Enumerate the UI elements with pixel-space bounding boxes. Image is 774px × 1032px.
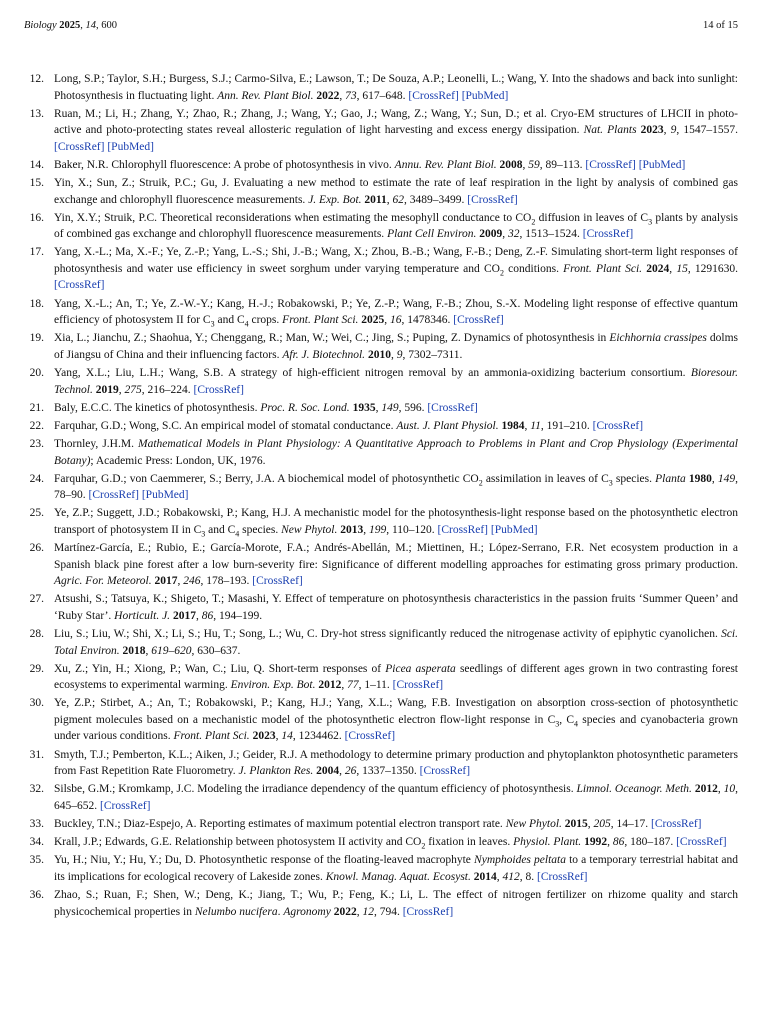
running-header — [24, 20, 738, 31]
year-text: 2014 — [473, 870, 497, 883]
reference-item — [24, 436, 738, 469]
reference-item — [24, 540, 738, 590]
text-segment: , 1478346. — [401, 314, 454, 327]
year-text: 2025 — [361, 314, 385, 327]
italic-text: 62 — [392, 193, 405, 206]
year-text: 2018 — [122, 644, 146, 657]
text-segment: Baly, E.C.C. The kinetics of photosynthesis. — [54, 401, 261, 414]
italic-text: 149 — [381, 401, 399, 414]
year-text: 2024 — [646, 262, 670, 275]
text-segment: , — [363, 523, 369, 536]
reference-number: 28. — [29, 628, 44, 640]
crossref-link[interactable]: [CrossRef] — [467, 193, 518, 206]
italic-text: 275 — [124, 383, 142, 396]
reference-item — [24, 695, 738, 745]
reference-text — [54, 418, 738, 435]
italic-text: Planta — [655, 472, 686, 485]
reference-number: 27. — [29, 593, 44, 606]
year-text: 2023 — [640, 124, 664, 137]
reference-text — [54, 330, 738, 363]
italic-text: 10 — [723, 783, 736, 796]
crossref-link[interactable]: [CrossRef] — [88, 489, 139, 502]
text-segment: , 1513–1524. — [519, 228, 583, 241]
reference-text — [54, 71, 738, 104]
year-text: 2013 — [340, 523, 364, 536]
crossref-link[interactable]: [CrossRef] — [408, 89, 459, 102]
reference-number: 14. — [29, 158, 44, 171]
italic-text: 26 — [344, 765, 357, 778]
text-segment: , — [195, 609, 202, 622]
crossref-link[interactable]: [CrossRef] — [54, 140, 105, 153]
text-segment: , — [390, 348, 397, 361]
reference-item — [24, 175, 738, 208]
reference-item — [24, 400, 738, 417]
text-segment: species. — [612, 472, 656, 485]
text-segment: , 7302–7311. — [402, 348, 463, 361]
italic-text: Bioresour. Technol. — [54, 367, 738, 396]
text-segment: , 1–11. — [358, 679, 393, 692]
text-segment: , — [384, 314, 391, 327]
crossref-link[interactable]: [CrossRef] — [651, 817, 702, 830]
text-segment: Yin, X.Y.; Struik, P.C. Theoretical reconsiderations when estimating the mesophyll conductance to CO — [54, 211, 532, 224]
pubmed-link[interactable]: [PubMed] — [107, 140, 154, 153]
text-segment: , 180–187. — [624, 836, 677, 849]
reference-number: 30. — [29, 697, 44, 710]
reference-text — [54, 852, 738, 885]
reference-number: 29. — [29, 662, 44, 675]
text-segment: species. — [239, 523, 282, 536]
text-segment: Long, S.P.; Taylor, S.H.; Burgess, S.J.; Carmo-Silva, E.; Lawson, T.; De Souza, A.P.; Leonelli, L.; Wang, Y. Into the shadows and back into sunlight: Photosynthesis in fluctuating light. — [54, 73, 738, 102]
reference-item — [24, 106, 738, 156]
text-segment: Farquhar, G.D.; Wong, S.C. An empirical model of stomatal conductance. — [54, 419, 397, 432]
italic-text: 86 — [612, 836, 625, 849]
text-segment: Yin, X.; Sun, Z.; Struik, P.C.; Gu, J. Evaluating a new method to estimate the rate of leaf respiration in the light by analysis of combined gas exchange and chlorophyll fluorescence measurements. — [54, 177, 738, 206]
text-segment: plants by analysis of combined gas exchange and chlorophyll fluorescence measurements. — [54, 211, 738, 241]
text-segment: , 1547–1557. — [676, 124, 739, 137]
text-segment: Krall, J.P.; Edwards, G.E. Relationship between photosystem II activity and CO — [54, 836, 422, 849]
reference-text — [54, 505, 738, 538]
italic-text: 199 — [368, 523, 387, 536]
year-text: 2019 — [95, 383, 119, 396]
text-segment: , 78–90. — [54, 472, 739, 502]
pubmed-link[interactable]: [PubMed] — [490, 523, 538, 536]
italic-text: 11 — [530, 419, 541, 432]
text-segment: fixation in leaves. — [425, 836, 514, 849]
italic-text: Knowl. Manag. Aquat. Ecosyst. — [325, 870, 471, 883]
reference-number: 21. — [29, 401, 44, 414]
year-text: 2011 — [364, 193, 387, 206]
subscript: 3 — [201, 529, 206, 539]
italic-text: 86 — [201, 609, 214, 622]
italic-text: Picea asperata — [385, 662, 456, 675]
text-segment: , — [375, 401, 382, 414]
reference-item — [24, 887, 738, 920]
italic-text: Aust. J. Plant Physiol. — [396, 419, 499, 432]
year-text: 2004 — [316, 765, 340, 778]
italic-text: New Phytol. — [281, 523, 338, 536]
italic-text: 14 — [281, 730, 293, 743]
crossref-link[interactable]: [CrossRef] — [100, 799, 151, 812]
italic-text: Front. Plant Sci. — [173, 730, 250, 743]
reference-item — [24, 157, 738, 174]
subscript: 3 — [210, 319, 215, 329]
reference-text — [54, 540, 738, 590]
italic-text: 412 — [502, 870, 520, 883]
text-segment: , 1337–1350. — [356, 765, 420, 778]
text-segment: Ye, Z.P.; Suggett, J.D.; Robakowski, P.; Kang, H.J. A mechanistic model for the photosynthesis-light response based on the photosynthetic electron transport of photosystem II in C — [54, 507, 738, 536]
year-text: 1984 — [501, 419, 525, 432]
italic-text: 9 — [396, 348, 403, 361]
italic-text: 16 — [390, 314, 402, 327]
italic-text: Horticult. J. — [114, 609, 171, 622]
subscript: 2 — [478, 478, 483, 488]
text-segment: Buckley, T.N.; Diaz-Espejo, A. Reporting estimates of maximum potential electron transport rate. — [54, 817, 506, 830]
italic-text: 149 — [717, 472, 736, 485]
text-segment: , 794. — [373, 905, 403, 918]
journal-citation: Biology 2025, 14, 600 — [24, 20, 118, 31]
italic-text: 59 — [528, 158, 540, 171]
subscript: 2 — [531, 217, 536, 227]
subscript: 3 — [608, 478, 613, 488]
year-text: 1992 — [584, 836, 608, 849]
text-segment: Silsbe, G.M.; Kromkamp, J.C. Modeling the irradiance dependency of the quantum efficiency of photosynthesis. — [54, 783, 577, 796]
reference-number: 19. — [29, 332, 44, 345]
text-segment: species and cyanobacteria grown under various conditions. — [54, 713, 739, 743]
text-segment: assimilation in leaves of C — [482, 472, 609, 485]
text-segment: and C — [214, 314, 245, 327]
text-segment: , — [496, 870, 503, 883]
reference-item — [24, 747, 738, 780]
text-segment: , 1234462. — [292, 730, 345, 743]
text-segment: Smyth, T.J.; Pemberton, K.L.; Aiken, J.; Geider, R.J. A methodology to determine primary production and phytoplankton photosynthetic parameters from Fast Repetition Rate Fluorometry. — [54, 748, 738, 778]
reference-number: 34. — [29, 836, 44, 849]
pubmed-link[interactable]: [PubMed] — [461, 89, 509, 102]
italic-text: 12 — [362, 905, 374, 918]
text-segment: , 178–193. — [200, 575, 253, 588]
text-segment: Martínez-García, E.; Rubio, E.; García-Morote, F.A.; Andrés-Abellán, M.; Miettinen, H.; López-Serrano, F.R. Net ecosystem production in a Spanish black pine forest after a low burn-severity fire: Significance of different modelling approaches for estimating gross primary production. — [54, 542, 738, 571]
reference-item — [24, 296, 738, 329]
journal-volume: 14 — [85, 20, 97, 31]
reference-number: 33. — [29, 817, 44, 830]
text-segment: , — [669, 262, 677, 275]
text-segment: , — [386, 193, 393, 206]
italic-text: Afr. J. Biotechnol. — [282, 348, 366, 361]
italic-text: 73 — [345, 89, 357, 102]
reference-item — [24, 781, 738, 814]
reference-item — [24, 591, 738, 624]
reference-text — [54, 591, 738, 624]
reference-number: 31. — [29, 748, 44, 761]
text-segment: Xia, L.; Jianchu, Z.; Shaohua, Y.; Chenggang, R.; Man, W.; Wei, C.; Jing, S.; Puping, Z. Dynamics of photosynthesis in — [54, 332, 610, 345]
reference-number: 35. — [29, 854, 44, 867]
pubmed-link[interactable]: [PubMed] — [141, 489, 189, 502]
reference-item — [24, 418, 738, 435]
crossref-link[interactable]: [CrossRef] — [585, 158, 636, 171]
text-segment: , — [607, 836, 613, 849]
text-segment: , — [145, 644, 152, 657]
italic-text: Nat. Plants — [583, 124, 637, 137]
text-segment: , 1291630. — [687, 262, 739, 275]
italic-text: J. Exp. Bot. — [308, 193, 362, 206]
text-segment: conditions. — [503, 262, 564, 275]
text-segment: ; Academic Press: London, UK, 1976. — [90, 454, 266, 467]
year-text: 1980 — [688, 472, 712, 485]
italic-text: Proc. R. Soc. Lond. — [260, 401, 350, 414]
text-segment: , — [717, 783, 724, 796]
text-segment: , — [356, 905, 363, 918]
text-segment: seedlings of different ages grown in two contrasting forest ecosystems to experimental warming. — [54, 662, 738, 692]
reference-number: 25. — [29, 507, 44, 520]
crossref-link[interactable]: [CrossRef] — [392, 679, 444, 692]
italic-text: Nymphoides peltata — [474, 854, 566, 867]
italic-text: Sci. Total Environ. — [54, 628, 738, 657]
year-text: 2009 — [479, 228, 503, 241]
crossref-link[interactable]: [CrossRef] — [437, 523, 489, 536]
crossref-link[interactable]: [CrossRef] — [592, 419, 644, 432]
subscript: 4 — [244, 319, 249, 329]
text-segment: , 110–120. — [386, 523, 438, 536]
reference-text — [54, 834, 738, 851]
subscript: 2 — [421, 841, 426, 851]
reference-text — [54, 175, 738, 208]
reference-number: 22. — [29, 419, 44, 432]
reference-number: 17. — [29, 246, 44, 259]
year-text: 2015 — [564, 817, 588, 830]
italic-text: Mathematical Models in Plant Physiology: A Quantitative Approach to Problems in Plant and Crop Physiology (Experimental Botany) — [54, 438, 738, 467]
italic-text: Eichhornia crassipes — [609, 332, 707, 345]
reference-item — [24, 852, 738, 885]
italic-text: New Phytol. — [505, 817, 562, 830]
text-segment: , — [118, 383, 125, 396]
reference-number: 16. — [29, 211, 44, 224]
reference-item — [24, 471, 738, 504]
text-segment: diffusion in leaves of C — [535, 211, 649, 224]
text-segment: , 194–199. — [213, 609, 263, 622]
text-segment: , — [341, 679, 348, 692]
reference-item — [24, 626, 738, 659]
year-text: 2008 — [499, 158, 523, 171]
crossref-link[interactable]: [CrossRef] — [419, 765, 471, 778]
reference-number: 13. — [29, 107, 44, 120]
reference-text — [54, 661, 738, 694]
text-segment: , — [177, 575, 184, 588]
text-segment: crops. — [248, 314, 283, 327]
text-segment: , — [339, 765, 345, 778]
text-segment: Baker, N.R. Chlorophyll fluorescence: A probe of photosynthesis in vivo. — [54, 158, 395, 171]
year-text: 2022 — [333, 905, 357, 918]
reference-text — [54, 747, 738, 780]
italic-text: 619–620 — [151, 644, 192, 657]
year-text: 2012 — [694, 783, 718, 796]
text-segment: Yang, X.L.; Liu, L.H.; Wang, S.B. A strategy of high-efficient nitrogen removal by an ammonia-oxidizing bacterium consortium. — [54, 367, 691, 379]
text-segment: to a temporary terrestrial habitat and its implications for ecological recovery of Lakeside zones. — [54, 854, 738, 883]
reference-item — [24, 661, 738, 694]
reference-text — [54, 816, 738, 833]
reference-text — [54, 400, 738, 417]
text-segment: . — [277, 905, 284, 918]
text-segment: , 3489–3499. — [404, 193, 468, 206]
reference-item — [24, 816, 738, 833]
year-text: 1935 — [352, 401, 376, 414]
subscript: 2 — [499, 268, 504, 278]
reference-item — [24, 330, 738, 363]
text-segment: , — [339, 89, 346, 102]
italic-text: 15 — [676, 262, 688, 275]
text-segment: Ye, Z.P.; Stirbet, A.; An, T.; Robakowski, P.; Kang, H.J.; Yang, X.L.; Wang, F.B. Investigation on absorption cross-section of photosynthetic pigment molecules based on a mechanistic model of the photosynthetic electron flow-light response in C — [54, 697, 738, 726]
reference-text — [54, 106, 738, 156]
italic-text: 9 — [670, 124, 677, 137]
text-segment: , — [711, 472, 718, 485]
text-segment: and C — [205, 523, 236, 536]
crossref-link[interactable]: [CrossRef] — [193, 383, 244, 396]
text-segment: Farquhar, G.D.; von Caemmerer, S.; Berry, J.A. A biochemical model of photosynthetic CO — [54, 472, 479, 485]
crossref-link[interactable]: [CrossRef] — [344, 730, 396, 743]
journal-name: Biology — [24, 20, 57, 31]
reference-text — [54, 781, 738, 814]
year-text: 2017 — [172, 609, 196, 622]
year-text: 2012 — [318, 679, 342, 692]
text-segment: , 14–17. — [610, 817, 652, 830]
reference-text — [54, 695, 738, 745]
subscript: 4 — [574, 719, 579, 729]
text-segment: , 89–113. — [539, 158, 586, 171]
text-segment: , — [587, 817, 594, 830]
reference-item — [24, 834, 738, 851]
journal-year: 2025 — [59, 20, 81, 31]
reference-number: 24. — [29, 472, 44, 485]
italic-text: 32 — [508, 228, 520, 241]
reference-text — [54, 157, 738, 174]
italic-text: Annu. Rev. Plant Biol. — [394, 158, 497, 171]
reference-number: 36. — [29, 889, 44, 901]
reference-text — [54, 210, 738, 243]
reference-item — [24, 71, 738, 104]
text-segment: , 617–648. — [356, 89, 409, 102]
text-segment: dolms of Jiangsu of China and their influencing factors. — [54, 332, 738, 361]
reference-list — [24, 71, 738, 922]
italic-text: Agronomy — [283, 905, 331, 918]
reference-number: 20. — [29, 367, 44, 379]
reference-number: 15. — [29, 177, 44, 190]
italic-text: Front. Plant Sci. — [282, 314, 359, 327]
reference-text — [54, 365, 738, 398]
italic-text: Front. Plant Sci. — [563, 262, 643, 275]
text-segment: Yang, X.-L.; Ma, X.-F.; Ye, Z.-P.; Yang, L.-S.; Shi, J.-B.; Wang, X.; Zhou, B.-B.; Wang, F.-B.; Deng, Z.-F. Simulating short-term light responses of photosynthesis and water use efficiency in sweet sorghum under varying temperature and CO — [54, 246, 738, 275]
reference-text — [54, 296, 738, 329]
crossref-link[interactable]: [CrossRef] — [582, 228, 634, 241]
text-segment: , 645–652. — [54, 783, 739, 812]
text-segment: , 8. — [519, 870, 538, 883]
text-segment: , C — [559, 713, 575, 726]
year-text: 2010 — [367, 348, 391, 361]
italic-text: Environ. Exp. Bot. — [230, 679, 316, 692]
italic-text: Ann. Rev. Plant Biol. — [217, 89, 314, 102]
year-text: 2022 — [316, 89, 340, 102]
text-segment: Yu, H.; Niu, Y.; Hu, Y.; Du, D. Photosynthetic response of the floating-leaved macrophyte — [54, 854, 475, 867]
reference-item — [24, 244, 738, 294]
reference-item — [24, 210, 738, 243]
text-segment: Zhao, S.; Ruan, F.; Shen, W.; Deng, K.; Jiang, T.; Wu, P.; Feng, K.; Li, L. The effect of nitrogen fertilizer on rhizome quality and starch physicochemical properties in — [54, 889, 738, 918]
reference-number: 26. — [29, 542, 44, 555]
text-segment: , 630–637. — [191, 644, 241, 657]
crossref-link[interactable]: [CrossRef] — [252, 575, 303, 588]
italic-text: 246 — [183, 575, 201, 588]
reference-text — [54, 244, 738, 294]
page-number: 14 of 15 — [703, 20, 738, 31]
text-segment: , 596. — [398, 401, 428, 414]
text-segment: Ruan, M.; Li, H.; Zhang, Y.; Zhao, R.; Zhang, J.; Wang, Y.; Gao, J.; Wang, Z.; Wang, Y.; Sun, D.; et al. Cryo-EM structures of LHCII in photo-active and photo-protecting states reveal allosteric regulation of light harvesting and excess energy dissipation. — [54, 107, 738, 137]
reference-number: 18. — [29, 297, 44, 310]
italic-text: Physiol. Plant. — [513, 836, 582, 849]
text-segment: Thornley, J.H.M. — [54, 438, 139, 451]
italic-text: Nelumbo nucifera — [194, 905, 278, 918]
reference-number: 12. — [29, 73, 44, 85]
crossref-link[interactable]: [CrossRef] — [54, 279, 105, 292]
reference-text — [54, 887, 738, 920]
italic-text: Plant Cell Environ. — [387, 228, 477, 241]
reference-number: 32. — [29, 783, 44, 796]
text-segment: , — [502, 228, 509, 241]
italic-text: 205 — [593, 817, 611, 830]
italic-text: J. Plankton Res. — [238, 765, 314, 778]
article-number: 600 — [101, 20, 118, 31]
reference-item — [24, 365, 738, 398]
text-segment: Xu, Z.; Yin, H.; Xiong, P.; Wan, C.; Liu, Q. Short-term responses of — [54, 662, 386, 675]
crossref-link[interactable]: [CrossRef] — [537, 870, 588, 883]
text-segment: , — [524, 419, 531, 432]
subscript: 4 — [235, 529, 240, 539]
reference-text — [54, 626, 738, 659]
text-segment: , 216–224. — [141, 383, 194, 396]
italic-text: 77 — [347, 679, 359, 692]
reference-text — [54, 436, 738, 469]
text-segment: , — [522, 158, 529, 171]
crossref-link[interactable]: [CrossRef] — [402, 905, 454, 918]
subscript: 3 — [648, 217, 653, 227]
italic-text: Limnol. Oceanogr. Meth. — [576, 783, 692, 796]
italic-text: Agric. For. Meteorol. — [54, 575, 152, 588]
reference-item — [24, 505, 738, 538]
text-segment: Atsushi, S.; Tatsuya, K.; Shigeto, T.; Masashi, Y. Effect of temperature on photosynthesis characteristics in the passion fruits ‘Summer Queen’ and ‘Ruby Star’. — [54, 593, 738, 622]
crossref-link[interactable]: [CrossRef] — [427, 401, 478, 414]
text-segment: , — [275, 730, 282, 743]
subscript: 3 — [555, 719, 560, 729]
text-segment: , — [663, 124, 671, 137]
reference-text — [54, 471, 738, 504]
text-segment: Yang, X.-L.; An, T.; Ye, Z.-W.-Y.; Kang, H.-J.; Robakowski, P.; Ye, Z.-P.; Wang, F.-B.; Zhou, S.-X. Modeling light response of effective quantum efficiency of photosystem II for C — [54, 297, 738, 327]
year-text: 2023 — [252, 730, 276, 743]
crossref-link[interactable]: [CrossRef] — [453, 314, 504, 327]
year-text: 2017 — [154, 575, 178, 588]
text-segment: Liu, S.; Liu, W.; Shi, X.; Li, S.; Hu, T.; Song, L.; Wu, C. Dry-hot stress significantly reduced the nitrogenase activity of epiphytic cyanolichen. — [54, 628, 722, 640]
text-segment: , 191–210. — [540, 419, 593, 432]
pubmed-link[interactable]: [PubMed] — [638, 158, 686, 171]
crossref-link[interactable]: [CrossRef] — [676, 836, 727, 849]
reference-number: 23. — [29, 438, 44, 451]
